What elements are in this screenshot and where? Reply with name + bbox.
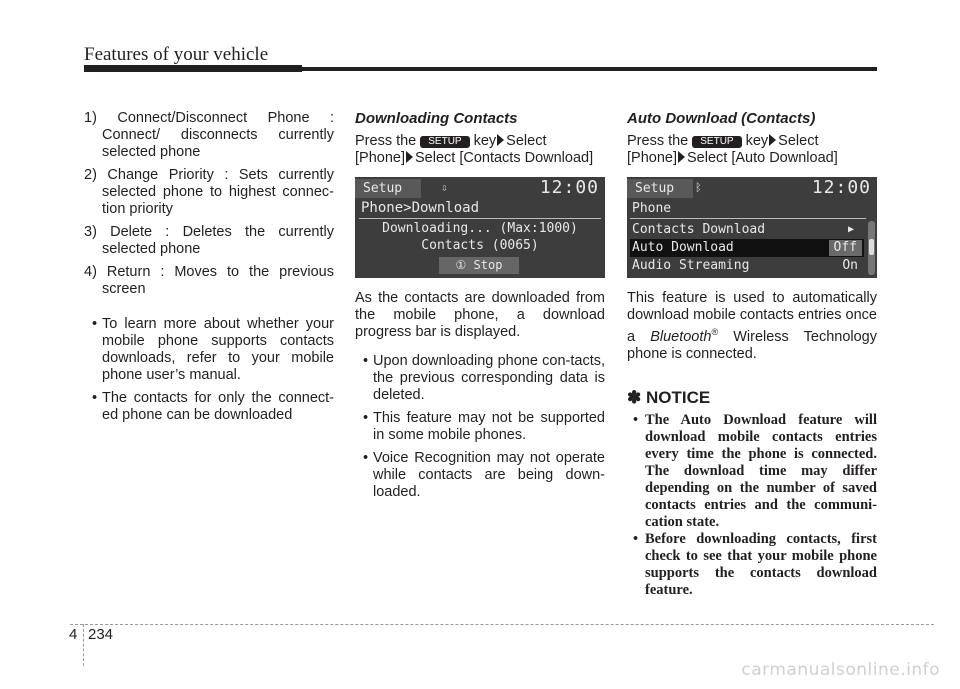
watermark: carmanualsonline.info xyxy=(741,660,940,680)
list-item: • Upon downloading phone con-tacts, the previous corresponding data is deleted. xyxy=(355,353,605,404)
menu-item-delete: 3) Delete : Deletes the currently selected phone xyxy=(84,224,334,257)
header-rule-accent xyxy=(84,65,302,72)
list-item: • To learn more about whether your mobile phone supports contacts downloads, refer to your mobile phone user’s manual. xyxy=(84,316,334,384)
setup-key-badge: SETUP xyxy=(420,136,469,148)
instruction-press: Press the xyxy=(355,133,417,149)
screen-status-bar xyxy=(355,177,605,199)
screen-contacts-count: Contacts (0065) xyxy=(421,238,539,253)
list-item: • Before downloading contacts, first check to see that your mobile phone supports the contacts download feature. xyxy=(627,531,877,599)
instruction-path-end: Select [Auto Download] xyxy=(687,150,838,166)
instruction-key: key xyxy=(745,133,769,149)
screen-path: Phone>Download xyxy=(361,200,480,216)
download-icon: ⇩ xyxy=(441,181,448,194)
menu-row-audio-streaming[interactable] xyxy=(630,257,864,275)
instruction-path-end: Select [Contacts Download] xyxy=(415,150,594,166)
screen-download-progress xyxy=(355,177,605,278)
footer-divider xyxy=(83,624,84,666)
off-toggle-value: Off xyxy=(829,240,862,256)
list-item: • The Auto Download feature will download mobile contacts entries every time the phone is connected. The download time may differ depending on the number of saved contacts entries and the communi-cation state. xyxy=(627,412,877,531)
column-middle xyxy=(355,110,605,507)
screen-auto-download xyxy=(627,177,877,278)
scrollbar[interactable] xyxy=(868,221,875,275)
bluetooth-icon: ᛒ xyxy=(695,181,702,194)
section-title-auto-download: Auto Download (Contacts) xyxy=(627,110,816,127)
arrow-right-icon xyxy=(406,151,413,163)
instruction-select: Select xyxy=(506,133,547,149)
list-item: • Voice Recognition may not operate while contacts are being down-loaded. xyxy=(355,450,605,501)
notice-title: ✽ NOTICE xyxy=(627,387,711,407)
left-bullet-list xyxy=(84,316,334,424)
stop-button[interactable] xyxy=(439,257,519,274)
screen-clock: 12:00 xyxy=(539,177,599,198)
desc-part: Wireless Technology phone is connected. xyxy=(627,328,878,362)
section-title-downloading: Downloading Contacts xyxy=(355,110,518,127)
screen-tab-setup: Setup xyxy=(355,179,421,198)
page-number: 234 xyxy=(88,626,114,643)
registered-mark: ® xyxy=(711,327,719,337)
list-item: • This feature may not be supported in some mobile phones. xyxy=(355,410,605,444)
screen-status-bar xyxy=(627,177,877,199)
instruction-path: [Phone] xyxy=(355,150,405,166)
arrow-right-icon xyxy=(769,134,776,146)
instruction-text xyxy=(355,133,605,167)
instruction-press: Press the xyxy=(627,133,689,149)
screen-download-status: Downloading... (Max:1000) xyxy=(382,221,578,236)
desc-part: This feature is used to automatically download mobile contacts entries once a xyxy=(627,290,877,345)
bluetooth-brand: Bluetooth xyxy=(650,328,712,345)
menu-item-return: 4) Return : Moves to the previous screen xyxy=(84,264,334,297)
menu-row-label: Contacts Download xyxy=(632,222,766,237)
screen-divider xyxy=(630,218,866,219)
menu-row-auto-download[interactable] xyxy=(630,239,864,257)
arrow-right-icon xyxy=(497,134,504,146)
middle-bullet-list xyxy=(355,353,605,501)
menu-item-connect: 1) Connect/Disconnect Phone : Connect/ disconnects currently selected phone xyxy=(84,110,334,160)
on-toggle-value: On xyxy=(842,258,858,273)
column-right xyxy=(627,110,877,599)
scrollbar-thumb[interactable] xyxy=(869,239,874,255)
list-item: • The contacts for only the connect-ed phone can be downloaded xyxy=(84,390,334,424)
instruction-text xyxy=(627,133,877,167)
chevron-right-icon: ▶ xyxy=(847,224,854,235)
section-number: 4 xyxy=(69,626,78,643)
page-header-title: Features of your vehicle xyxy=(84,44,269,65)
instruction-key: key xyxy=(473,133,497,149)
menu-row-label: Auto Download xyxy=(632,240,734,255)
instruction-select: Select xyxy=(778,133,819,149)
screen-clock: 12:00 xyxy=(811,177,871,198)
menu-item-priority: 2) Change Priority : Sets currently selected phone to highest connec-tion priority xyxy=(84,167,334,217)
screen-header-phone: Phone xyxy=(632,201,672,216)
menu-row-label: Audio Streaming xyxy=(632,258,750,273)
screen-divider xyxy=(359,218,601,219)
auto-download-description xyxy=(627,290,877,363)
footer-rule xyxy=(70,624,934,625)
column-left xyxy=(84,110,334,430)
stop-button-label: Stop xyxy=(473,258,503,272)
download-description: As the contacts are downloaded from the mobile phone, a download progress bar is displayed. xyxy=(355,290,605,340)
stop-number-icon: ① xyxy=(455,258,467,272)
menu-row-contacts-download[interactable] xyxy=(630,221,864,239)
notice-list xyxy=(627,412,877,599)
setup-key-badge: SETUP xyxy=(692,136,741,148)
instruction-path: [Phone] xyxy=(627,150,677,166)
screen-tab-setup: Setup xyxy=(627,179,693,198)
arrow-right-icon xyxy=(678,151,685,163)
